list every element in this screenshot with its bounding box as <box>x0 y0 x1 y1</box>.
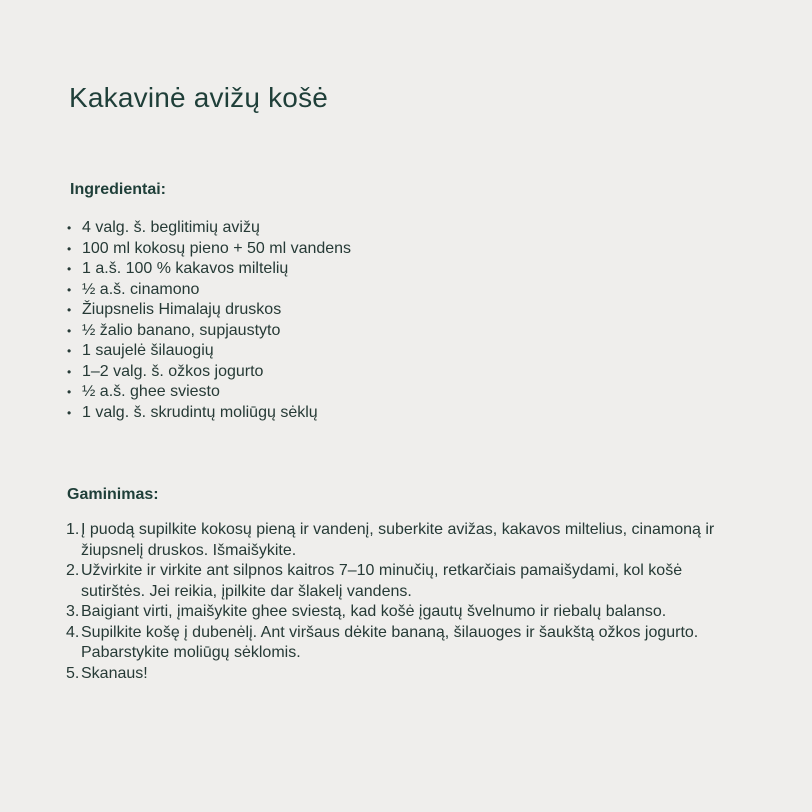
step-text: Supilkite košę į dubenėlį. Ant viršaus dėkite bananą, šilauoges ir šaukštą ožkos jogurto. Pabarstykite moliūgų sėklomis. <box>81 623 699 661</box>
bullet-icon: • <box>67 323 72 338</box>
ingredients-list <box>67 218 351 423</box>
list-item <box>66 561 736 602</box>
step-number: 1. <box>66 521 80 538</box>
step-number: 4. <box>66 623 80 641</box>
ingredient-text: Žiupsnelis Himalajų druskos <box>82 301 282 318</box>
page-title: Kakavinė avižų košė <box>69 82 329 113</box>
ingredient-text: ½ a.š. cinamono <box>82 280 200 298</box>
list-item <box>67 362 351 383</box>
ingredient-text: ½ žalio banano, supjaustyto <box>82 321 281 339</box>
step-text: Baigiant virti, įmaišykite ghee sviestą, kad košė įgautų švelnumo ir riebalų balanso. <box>81 603 667 620</box>
bullet-icon: • <box>67 303 72 317</box>
step-text: Į puodą supilkite kokosų pieną ir vandenį, suberkite avižas, kakavos miltelius, cinamoną ir žiupsnelį druskos. Išmaišykite. <box>81 521 715 559</box>
list-item <box>67 403 351 424</box>
ingredient-text: 1 saujelė šilauogių <box>82 342 214 359</box>
ingredient-text: 1–2 valg. š. ožkos jogurto <box>82 362 264 380</box>
bullet-icon: • <box>67 344 72 358</box>
ingredient-text: 100 ml kokosų pieno + 50 ml vandens <box>82 239 352 257</box>
step-text: Užvirkite ir virkite ant silpnos kaitros 7–10 minučių, retkarčiais pamaišydami, kol košė sutirštės. Jei reikia, įpilkite dar šlakelį vandens. <box>81 562 683 600</box>
ingredient-text: 1 valg. š. skrudintų moliūgų sėklų <box>82 403 318 421</box>
bullet-icon: • <box>67 282 72 297</box>
list-item <box>66 664 736 685</box>
list-item <box>66 623 736 664</box>
bullet-icon: • <box>67 241 72 256</box>
bullet-icon: • <box>67 385 72 399</box>
bullet-icon: • <box>67 221 72 235</box>
list-item <box>67 321 351 342</box>
step-number: 5. <box>66 664 80 682</box>
list-item <box>67 341 351 362</box>
list-item <box>67 218 351 239</box>
step-text: Skanaus! <box>81 664 148 682</box>
list-item <box>67 382 351 403</box>
list-item <box>67 300 351 321</box>
ingredient-text: ½ a.š. ghee sviesto <box>82 383 220 400</box>
list-item <box>67 259 351 280</box>
list-item <box>66 602 736 623</box>
bullet-icon: • <box>67 364 72 379</box>
list-item <box>67 239 351 260</box>
ingredients-heading: Ingredientai: <box>70 181 167 198</box>
bullet-icon: • <box>67 262 72 276</box>
ingredient-text: 4 valg. š. beglitimių avižų <box>82 219 260 236</box>
list-item <box>66 520 736 561</box>
bullet-icon: • <box>67 405 72 420</box>
steps-heading: Gaminimas: <box>67 486 159 503</box>
steps-list <box>66 520 736 684</box>
ingredient-text: 1 a.š. 100 % kakavos miltelių <box>82 260 289 277</box>
list-item <box>67 280 351 301</box>
step-number: 3. <box>66 603 80 620</box>
step-number: 2. <box>66 562 80 579</box>
